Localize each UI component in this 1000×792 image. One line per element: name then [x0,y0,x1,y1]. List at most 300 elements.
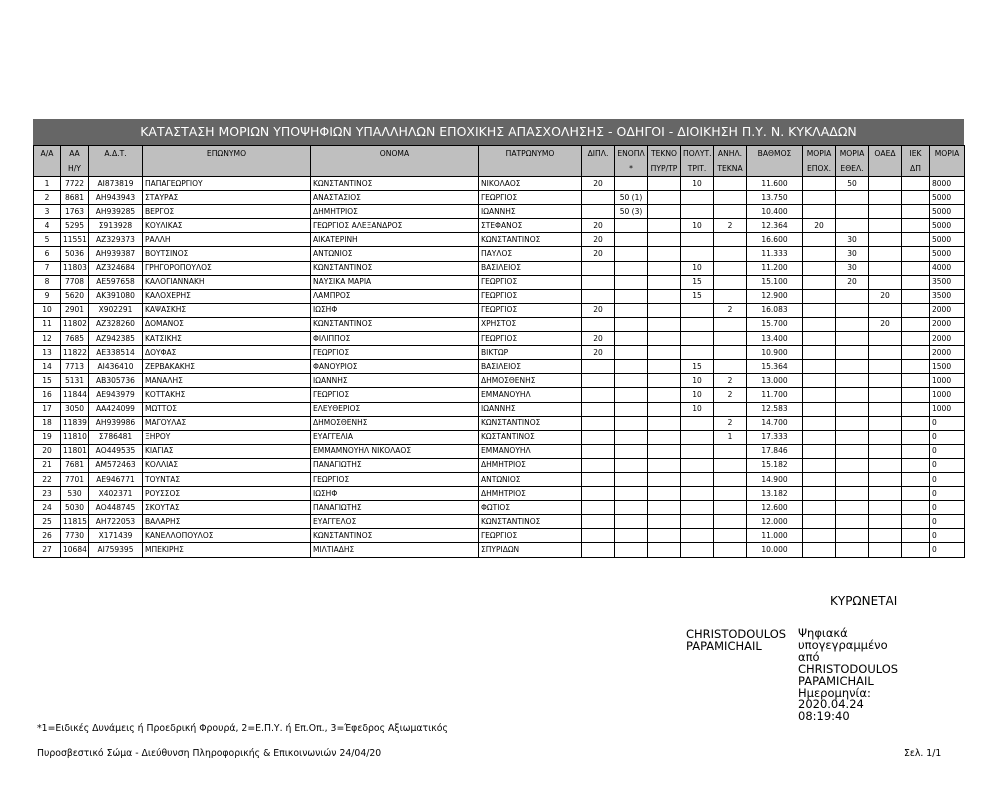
table-cell: Χ902291 [89,303,143,317]
table-cell: 7685 [61,332,89,346]
table-cell: ΝΑΥΣΙΚΑ ΜΑΡΙΑ [311,275,479,289]
signature-line: από [798,649,820,664]
table-cell [902,289,930,303]
table-cell [836,332,869,346]
table-cell: ΕΛΕΥΘΕΡΙΟΣ [311,402,479,416]
table-cell [648,472,681,486]
table-cell: 8000 [930,177,965,191]
table-cell: 1 [714,430,747,444]
table-cell: ΚΩΝΣΤΑΝΤΙΝΟΣ [311,317,479,331]
table-cell [648,487,681,501]
table-cell [869,219,902,233]
table-cell: 20 [803,219,836,233]
table-cell: ΙΩΣΗΦ [311,487,479,501]
table-cell: 7701 [61,472,89,486]
table-cell [681,458,714,472]
table-cell: ΠΑΝΑΓΙΩΤΗΣ [311,458,479,472]
column-header: ΜΟΡΙΑ [803,146,836,162]
column-header: ΟΑΕΔ [869,146,902,162]
table-row [34,177,965,191]
table-cell [714,233,747,247]
table-cell [836,529,869,543]
table-cell [869,430,902,444]
table-cell: ΑΙ759395 [89,543,143,557]
table-cell: ΑΙ873819 [89,177,143,191]
table-cell [869,529,902,543]
table-cell [902,205,930,219]
table-cell [648,303,681,317]
table-cell [803,275,836,289]
table-cell [836,346,869,360]
table-row [34,275,965,289]
table-cell: ΓΕΩΡΓΙΟΣ [479,529,582,543]
table-cell: 11.700 [747,388,803,402]
table-cell [681,430,714,444]
table-cell [714,515,747,529]
table-cell [902,444,930,458]
table-cell: ΒΑΣΙΛΕΙΟΣ [479,360,582,374]
table-cell [615,317,648,331]
table-row [34,332,965,346]
table-cell [714,501,747,515]
signer-line: CHRISTODOULOS [686,627,787,641]
column-header: ΑΑ [61,146,89,162]
table-cell: 27 [34,543,61,557]
table-cell: 1000 [930,374,965,388]
table-cell: ΑΝΤΩΝΙΟΣ [311,247,479,261]
table-row [34,529,965,543]
table-cell [836,360,869,374]
table-cell [582,430,615,444]
table-cell [803,317,836,331]
table-cell: 3050 [61,402,89,416]
table-cell: ΒΟΥΤΣΙΝΟΣ [143,247,311,261]
table-cell: 25 [34,515,61,529]
table-cell: ΜΩΤΤΟΣ [143,402,311,416]
table-cell [714,289,747,303]
column-header [311,161,479,177]
table-cell [803,501,836,515]
table-cell: 30 [836,247,869,261]
table-cell [714,360,747,374]
table-cell: 17.333 [747,430,803,444]
table-cell: ΔΟΜΑΝΟΣ [143,317,311,331]
table-cell: 20 [34,444,61,458]
table-cell: ΑΗ943943 [89,191,143,205]
table-row [34,360,965,374]
table-cell [714,487,747,501]
table-cell [648,332,681,346]
table-cell [902,261,930,275]
table-cell: Σ786481 [89,430,143,444]
table-cell: 10 [34,303,61,317]
table-cell [714,458,747,472]
table-cell [648,388,681,402]
table-cell [869,205,902,219]
column-header [930,161,965,177]
table-cell: 21 [34,458,61,472]
table-row [34,416,965,430]
page-footer: Πυροσβεστικό Σώμα - Διεύθυνση Πληροφορικής & Επικοινωνιών 24/04/20 [37,748,382,759]
table-cell: ΤΟΥΝΤΑΣ [143,472,311,486]
table-cell: 2901 [61,303,89,317]
table-cell [803,416,836,430]
table-cell: 15 [681,289,714,303]
table-cell [902,360,930,374]
table-cell [803,515,836,529]
table-cell: 15.700 [747,317,803,331]
table-cell: 9 [34,289,61,303]
table-cell [836,191,869,205]
table-cell [681,191,714,205]
table-row [34,515,965,529]
table-cell: 20 [582,233,615,247]
table-cell: Χ171439 [89,529,143,543]
table-cell [714,529,747,543]
table-cell [902,402,930,416]
table-cell: ΓΕΩΡΓΙΟΣ [479,303,582,317]
table-cell: ΑΖ324684 [89,261,143,275]
table-cell: 13 [34,346,61,360]
table-cell [615,402,648,416]
table-cell [836,289,869,303]
table-cell: ΚΑΛΟΧΕΡΗΣ [143,289,311,303]
table-cell: 13.750 [747,191,803,205]
table-cell: ΑΕ943979 [89,388,143,402]
table-cell [902,303,930,317]
table-row [34,317,965,331]
table-cell [681,487,714,501]
column-header [869,161,902,177]
table-cell [582,515,615,529]
table-cell: ΜΑΓΟΥΛΑΣ [143,416,311,430]
table-cell: 11839 [61,416,89,430]
table-cell [836,219,869,233]
table-cell: 5000 [930,219,965,233]
table-cell: 11.600 [747,177,803,191]
table-cell: 1763 [61,205,89,219]
table-cell: ΛΑΜΠΡΟΣ [311,289,479,303]
footnote: *1=Ειδικές Δυνάμεις ή Προεδρική Φρουρά, 2=Ε.Π.Υ. ή Επ.Οπ., 3=Έφεδρος Αξιωματικός [37,723,448,734]
table-cell: 7722 [61,177,89,191]
table-cell: ΑΝΤΩΝΙΟΣ [479,472,582,486]
table-cell [648,543,681,557]
table-cell: ΚΑΨΑΣΚΗΣ [143,303,311,317]
table-cell [869,233,902,247]
table-cell: 10.000 [747,543,803,557]
table-cell: 2 [714,388,747,402]
approved-label: ΚΥΡΩΝΕΤΑΙ [830,594,898,608]
table-cell: 10.900 [747,346,803,360]
table-body [34,177,965,558]
table-cell: 11 [34,317,61,331]
table-cell: 1 [34,177,61,191]
table-cell [615,219,648,233]
table-cell: 2000 [930,303,965,317]
table-row [34,219,965,233]
table-cell [714,261,747,275]
table-cell: 3500 [930,275,965,289]
table-cell: ΔΟΥΦΑΣ [143,346,311,360]
table-cell: 50 (3) [615,205,648,219]
table-cell [803,303,836,317]
table-cell [648,444,681,458]
table-cell: 1000 [930,402,965,416]
table-row [34,388,965,402]
table-cell: ΔΗΜΗΤΡΙΟΣ [311,205,479,219]
table-cell: ΧΡΗΣΤΟΣ [479,317,582,331]
table-cell: 11551 [61,233,89,247]
table-cell [648,177,681,191]
table-cell [714,402,747,416]
table-cell [648,529,681,543]
table-cell [582,360,615,374]
table-cell [869,543,902,557]
table-cell [582,191,615,205]
table-cell [836,374,869,388]
column-header: ΙΕΚ [902,146,930,162]
column-header [582,161,615,177]
table-cell: ΕΥΑΓΓΕΛΟΣ [311,515,479,529]
table-cell [902,177,930,191]
table-cell: 4 [34,219,61,233]
table-cell [648,402,681,416]
table-cell [582,205,615,219]
table-row [34,402,965,416]
table-cell: ΜΑΝΑΛΗΣ [143,374,311,388]
table-cell: 5295 [61,219,89,233]
table-cell [615,289,648,303]
signature-line: PAPAMICHAIL [798,673,874,688]
table-cell [836,303,869,317]
column-header: Α/Α [34,146,61,162]
table-cell: ΕΜΜΑΜΝΟΥΗΛ ΝΙΚΟΛΑΟΣ [311,444,479,458]
table-cell [869,472,902,486]
table-cell [869,275,902,289]
table-cell: ΠΑΝΑΓΙΩΤΗΣ [311,501,479,515]
table-cell [582,388,615,402]
table-cell: ΑΗ722053 [89,515,143,529]
table-cell: 5131 [61,374,89,388]
table-cell [615,444,648,458]
table-cell [582,374,615,388]
column-header: ΑΝΗΛ. [714,146,747,162]
table-cell: ΔΗΜΟΣΘΕΝΗΣ [479,374,582,388]
column-header: ΠΟΛΥΤ. [681,146,714,162]
table-cell: ΚΑΤΣΙΚΗΣ [143,332,311,346]
table-cell: 11.333 [747,247,803,261]
table-cell [902,501,930,515]
table-cell: 13.000 [747,374,803,388]
table-cell: ΚΩΝΣΤΑΝΤΙΝΟΣ [311,261,479,275]
report-sheet [33,119,964,558]
table-cell [714,332,747,346]
table-row [34,247,965,261]
table-cell [869,360,902,374]
table-cell: 15.182 [747,458,803,472]
table-cell [582,416,615,430]
column-header: ΒΑΘΜΟΣ [747,146,803,162]
table-cell: ΑΗ939285 [89,205,143,219]
scores-table [33,145,965,558]
table-cell [648,289,681,303]
column-header: ΤΡΙΤ. [681,161,714,177]
column-header: * [615,161,648,177]
table-cell: 2 [34,191,61,205]
table-cell [902,430,930,444]
table-cell [902,247,930,261]
table-cell: ΦΩΤΙΟΣ [479,501,582,515]
table-cell: 13.400 [747,332,803,346]
table-cell [648,191,681,205]
table-cell [836,388,869,402]
table-cell: ΚΟΤΤΑΚΗΣ [143,388,311,402]
table-cell [615,388,648,402]
column-header [479,161,582,177]
table-cell [803,177,836,191]
signature-line: 2020.04.24 [798,697,864,712]
table-cell [869,501,902,515]
table-cell: 8681 [61,191,89,205]
table-cell [582,261,615,275]
table-cell [902,332,930,346]
header-row-2 [34,161,965,177]
table-cell: ΙΩΣΗΦ [311,303,479,317]
table-cell [714,346,747,360]
table-cell [803,529,836,543]
table-cell: 11815 [61,515,89,529]
table-cell: ΓΕΩΡΓΙΟΣ [479,191,582,205]
table-cell [615,247,648,261]
table-cell [681,416,714,430]
table-cell [803,247,836,261]
table-cell: 7730 [61,529,89,543]
column-header: Α.Δ.Τ. [89,146,143,162]
table-cell [869,191,902,205]
table-cell [648,317,681,331]
table-cell: ΚΟΛΛΙΑΣ [143,458,311,472]
table-cell [902,219,930,233]
table-cell [681,247,714,261]
table-cell [615,416,648,430]
table-cell: ΞΗΡΟΥ [143,430,311,444]
table-cell: ΜΠΕΚΙΡΗΣ [143,543,311,557]
table-cell: 11802 [61,317,89,331]
table-cell: 26 [34,529,61,543]
table-cell [902,487,930,501]
table-cell [615,261,648,275]
table-cell: ΑΚ391080 [89,289,143,303]
table-cell [836,501,869,515]
table-cell: ΑΙΚΑΤΕΡΙΝΗ [311,233,479,247]
table-cell [681,472,714,486]
table-cell [648,205,681,219]
table-cell: 50 [836,177,869,191]
table-cell: 11810 [61,430,89,444]
table-cell: 20 [869,289,902,303]
table-cell [869,374,902,388]
table-cell: 13.182 [747,487,803,501]
table-cell: 2 [714,303,747,317]
table-cell: 3 [34,205,61,219]
table-cell: 5030 [61,501,89,515]
table-cell: ΒΑΣΙΛΕΙΟΣ [479,261,582,275]
table-cell: ΡΑΛΛΗ [143,233,311,247]
table-cell [648,430,681,444]
table-cell [582,487,615,501]
table-row [34,444,965,458]
signer-line: PAPAMICHAIL [686,639,762,653]
table-cell: 20 [836,275,869,289]
table-cell [803,388,836,402]
table-cell: 12.000 [747,515,803,529]
table-cell: 6 [34,247,61,261]
table-cell: 0 [930,487,965,501]
table-cell [869,332,902,346]
table-cell [803,487,836,501]
table-cell [714,543,747,557]
table-cell: Σ913928 [89,219,143,233]
table-cell: ΜΙΛΤΙΑΔΗΣ [311,543,479,557]
table-cell [803,233,836,247]
table-cell: 3500 [930,289,965,303]
column-header: ΔΠ [902,161,930,177]
table-cell: 14 [34,360,61,374]
table-cell [902,515,930,529]
table-cell [902,275,930,289]
table-row [34,543,965,557]
table-cell: 20 [582,346,615,360]
table-cell [681,529,714,543]
table-cell [869,247,902,261]
table-cell: 11803 [61,261,89,275]
table-cell: 2000 [930,346,965,360]
table-cell [582,275,615,289]
table-cell: ΚΟΥΛΙΚΑΣ [143,219,311,233]
table-cell [615,472,648,486]
table-cell: ΓΕΩΡΓΙΟΣ [479,275,582,289]
column-header: ΔΙΠΛ. [582,146,615,162]
table-cell: 11.000 [747,529,803,543]
table-cell: 8 [34,275,61,289]
column-header: ΜΟΡΙΑ [836,146,869,162]
table-cell: 24 [34,501,61,515]
column-header [89,161,143,177]
column-header [747,161,803,177]
table-cell: 0 [930,515,965,529]
table-cell: 2 [714,219,747,233]
column-header: ΤΕΚΝΑ [714,161,747,177]
table-cell [681,303,714,317]
table-cell: 2000 [930,317,965,331]
table-cell: ΑΙ436410 [89,360,143,374]
table-cell [869,458,902,472]
table-cell: ΡΟΥΣΣΟΣ [143,487,311,501]
table-cell: ΣΚΟΥΤΑΣ [143,501,311,515]
table-cell: 7681 [61,458,89,472]
table-cell [648,233,681,247]
table-cell: 20 [582,332,615,346]
table-cell: 0 [930,529,965,543]
table-cell [869,416,902,430]
table-cell [902,416,930,430]
table-cell [648,275,681,289]
table-cell: ΚΩΝΣΤΑΝΤΙΝΟΣ [311,177,479,191]
table-cell: 5000 [930,247,965,261]
table-cell [582,472,615,486]
table-cell [902,191,930,205]
table-cell: 50 (1) [615,191,648,205]
